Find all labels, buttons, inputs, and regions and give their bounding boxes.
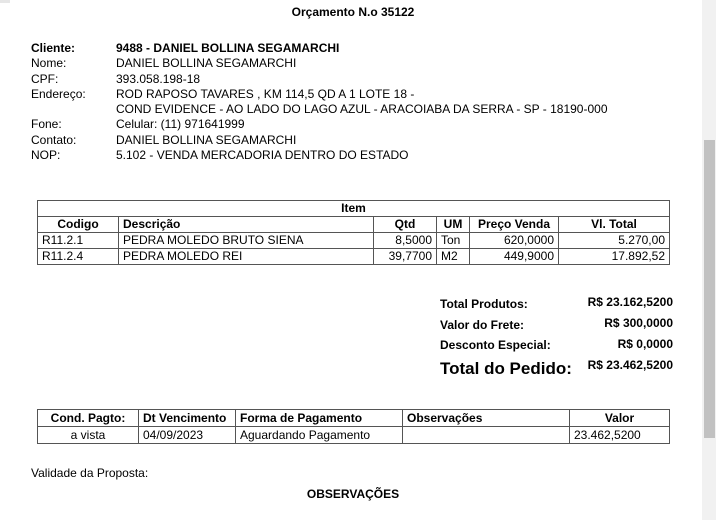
nome-value: DANIEL BOLLINA SEGAMARCHI <box>116 56 297 71</box>
fone-value: Celular: (11) 971641999 <box>116 117 245 132</box>
item-vl-total: 17.892,52 <box>559 249 670 265</box>
page-title: Orçamento N.o 35122 <box>291 5 415 19</box>
header-um: UM <box>437 217 470 233</box>
item-codigo: R11.2.1 <box>38 233 119 249</box>
item-qtd: 39,7700 <box>374 249 437 265</box>
desconto-value: R$ 0,0000 <box>617 337 673 351</box>
total-pedido-value: R$ 23.462,5200 <box>587 358 673 372</box>
item-qtd: 8,5000 <box>374 233 437 249</box>
item-preco-venda: 449,9000 <box>470 249 559 265</box>
header-vl-total: Vl. Total <box>559 217 670 233</box>
scrollbar-thumb[interactable] <box>704 140 715 438</box>
table-row <box>38 249 670 265</box>
header-preco-venda: Preço Venda <box>470 217 559 233</box>
cliente-value: 9488 - DANIEL BOLLINA SEGAMARCHI <box>116 41 340 55</box>
observacoes-title: OBSERVAÇÕES <box>306 487 400 501</box>
payment-table <box>37 409 670 444</box>
nome-label: Nome: <box>31 56 67 71</box>
total-pedido-row <box>440 357 673 381</box>
header-qtd: Qtd <box>374 217 437 233</box>
item-vl-total: 5.270,00 <box>559 233 670 249</box>
total-produtos-label: Total Produtos: <box>440 297 528 311</box>
item-um: M2 <box>437 249 470 265</box>
totals-block <box>440 295 673 381</box>
payment-observacoes <box>403 427 570 444</box>
endereco-label: Endereço: <box>31 86 86 101</box>
item-descricao: PEDRA MOLEDO BRUTO SIENA <box>119 233 374 249</box>
nop-value: 5.102 - VENDA MERCADORIA DENTRO DO ESTADO <box>116 148 409 163</box>
vertical-scrollbar[interactable] <box>702 0 716 520</box>
valor-frete-label: Valor do Frete: <box>440 318 525 332</box>
valor-frete-value: R$ 300,0000 <box>604 316 673 330</box>
payment-vencimento: 04/09/2023 <box>139 427 236 444</box>
header-cond-pagto: Cond. Pagto: <box>38 410 139 427</box>
item-preco-venda: 620,0000 <box>470 233 559 249</box>
contato-label: Contato: <box>31 132 77 147</box>
corner-mark <box>0 0 10 3</box>
cpf-label: CPF: <box>31 71 59 86</box>
cliente-label: Cliente: <box>31 41 76 55</box>
items-table <box>37 200 670 265</box>
contato-value: DANIEL BOLLINA SEGAMARCHI <box>116 132 297 147</box>
fone-label: Fone: <box>31 117 62 132</box>
header-dt-vencimento: Dt Vencimento <box>139 410 236 427</box>
validade-label: Validade da Proposta: <box>31 466 149 480</box>
desconto-row <box>440 337 673 357</box>
desconto-label: Desconto Especial: <box>440 338 551 352</box>
items-caption: Item <box>38 201 670 217</box>
total-produtos-value: R$ 23.162,5200 <box>587 295 673 309</box>
nop-label: NOP: <box>31 148 61 163</box>
header-observacoes: Observações <box>403 410 570 427</box>
payment-header-row <box>38 410 670 427</box>
header-descricao: Descrição <box>119 217 374 233</box>
item-um: Ton <box>437 233 470 249</box>
payment-valor: 23.462,5200 <box>570 427 670 444</box>
payment-cond: a vista <box>38 427 139 444</box>
table-row <box>38 427 670 444</box>
item-codigo: R11.2.4 <box>38 249 119 265</box>
items-header-row <box>38 217 670 233</box>
endereco-line1: ROD RAPOSO TAVARES , KM 114,5 QD A 1 LOTE 18 - <box>116 86 415 101</box>
total-pedido-label: Total do Pedido: <box>440 359 572 378</box>
header-forma-pagamento: Forma de Pagamento <box>236 410 403 427</box>
payment-forma: Aguardando Pagamento <box>236 427 403 444</box>
table-row <box>38 233 670 249</box>
total-produtos-row <box>440 295 673 316</box>
endereco-line2: COND EVIDENCE - AO LADO DO LAGO AZUL - ARACOIABA DA SERRA - SP - 18190-000 <box>116 102 608 117</box>
valor-frete-row <box>440 316 673 337</box>
header-codigo: Codigo <box>38 217 119 233</box>
item-descricao: PEDRA MOLEDO REI <box>119 249 374 265</box>
items-caption-row <box>38 201 670 217</box>
header-valor: Valor <box>570 410 670 427</box>
cpf-value: 393.058.198-18 <box>116 71 201 86</box>
